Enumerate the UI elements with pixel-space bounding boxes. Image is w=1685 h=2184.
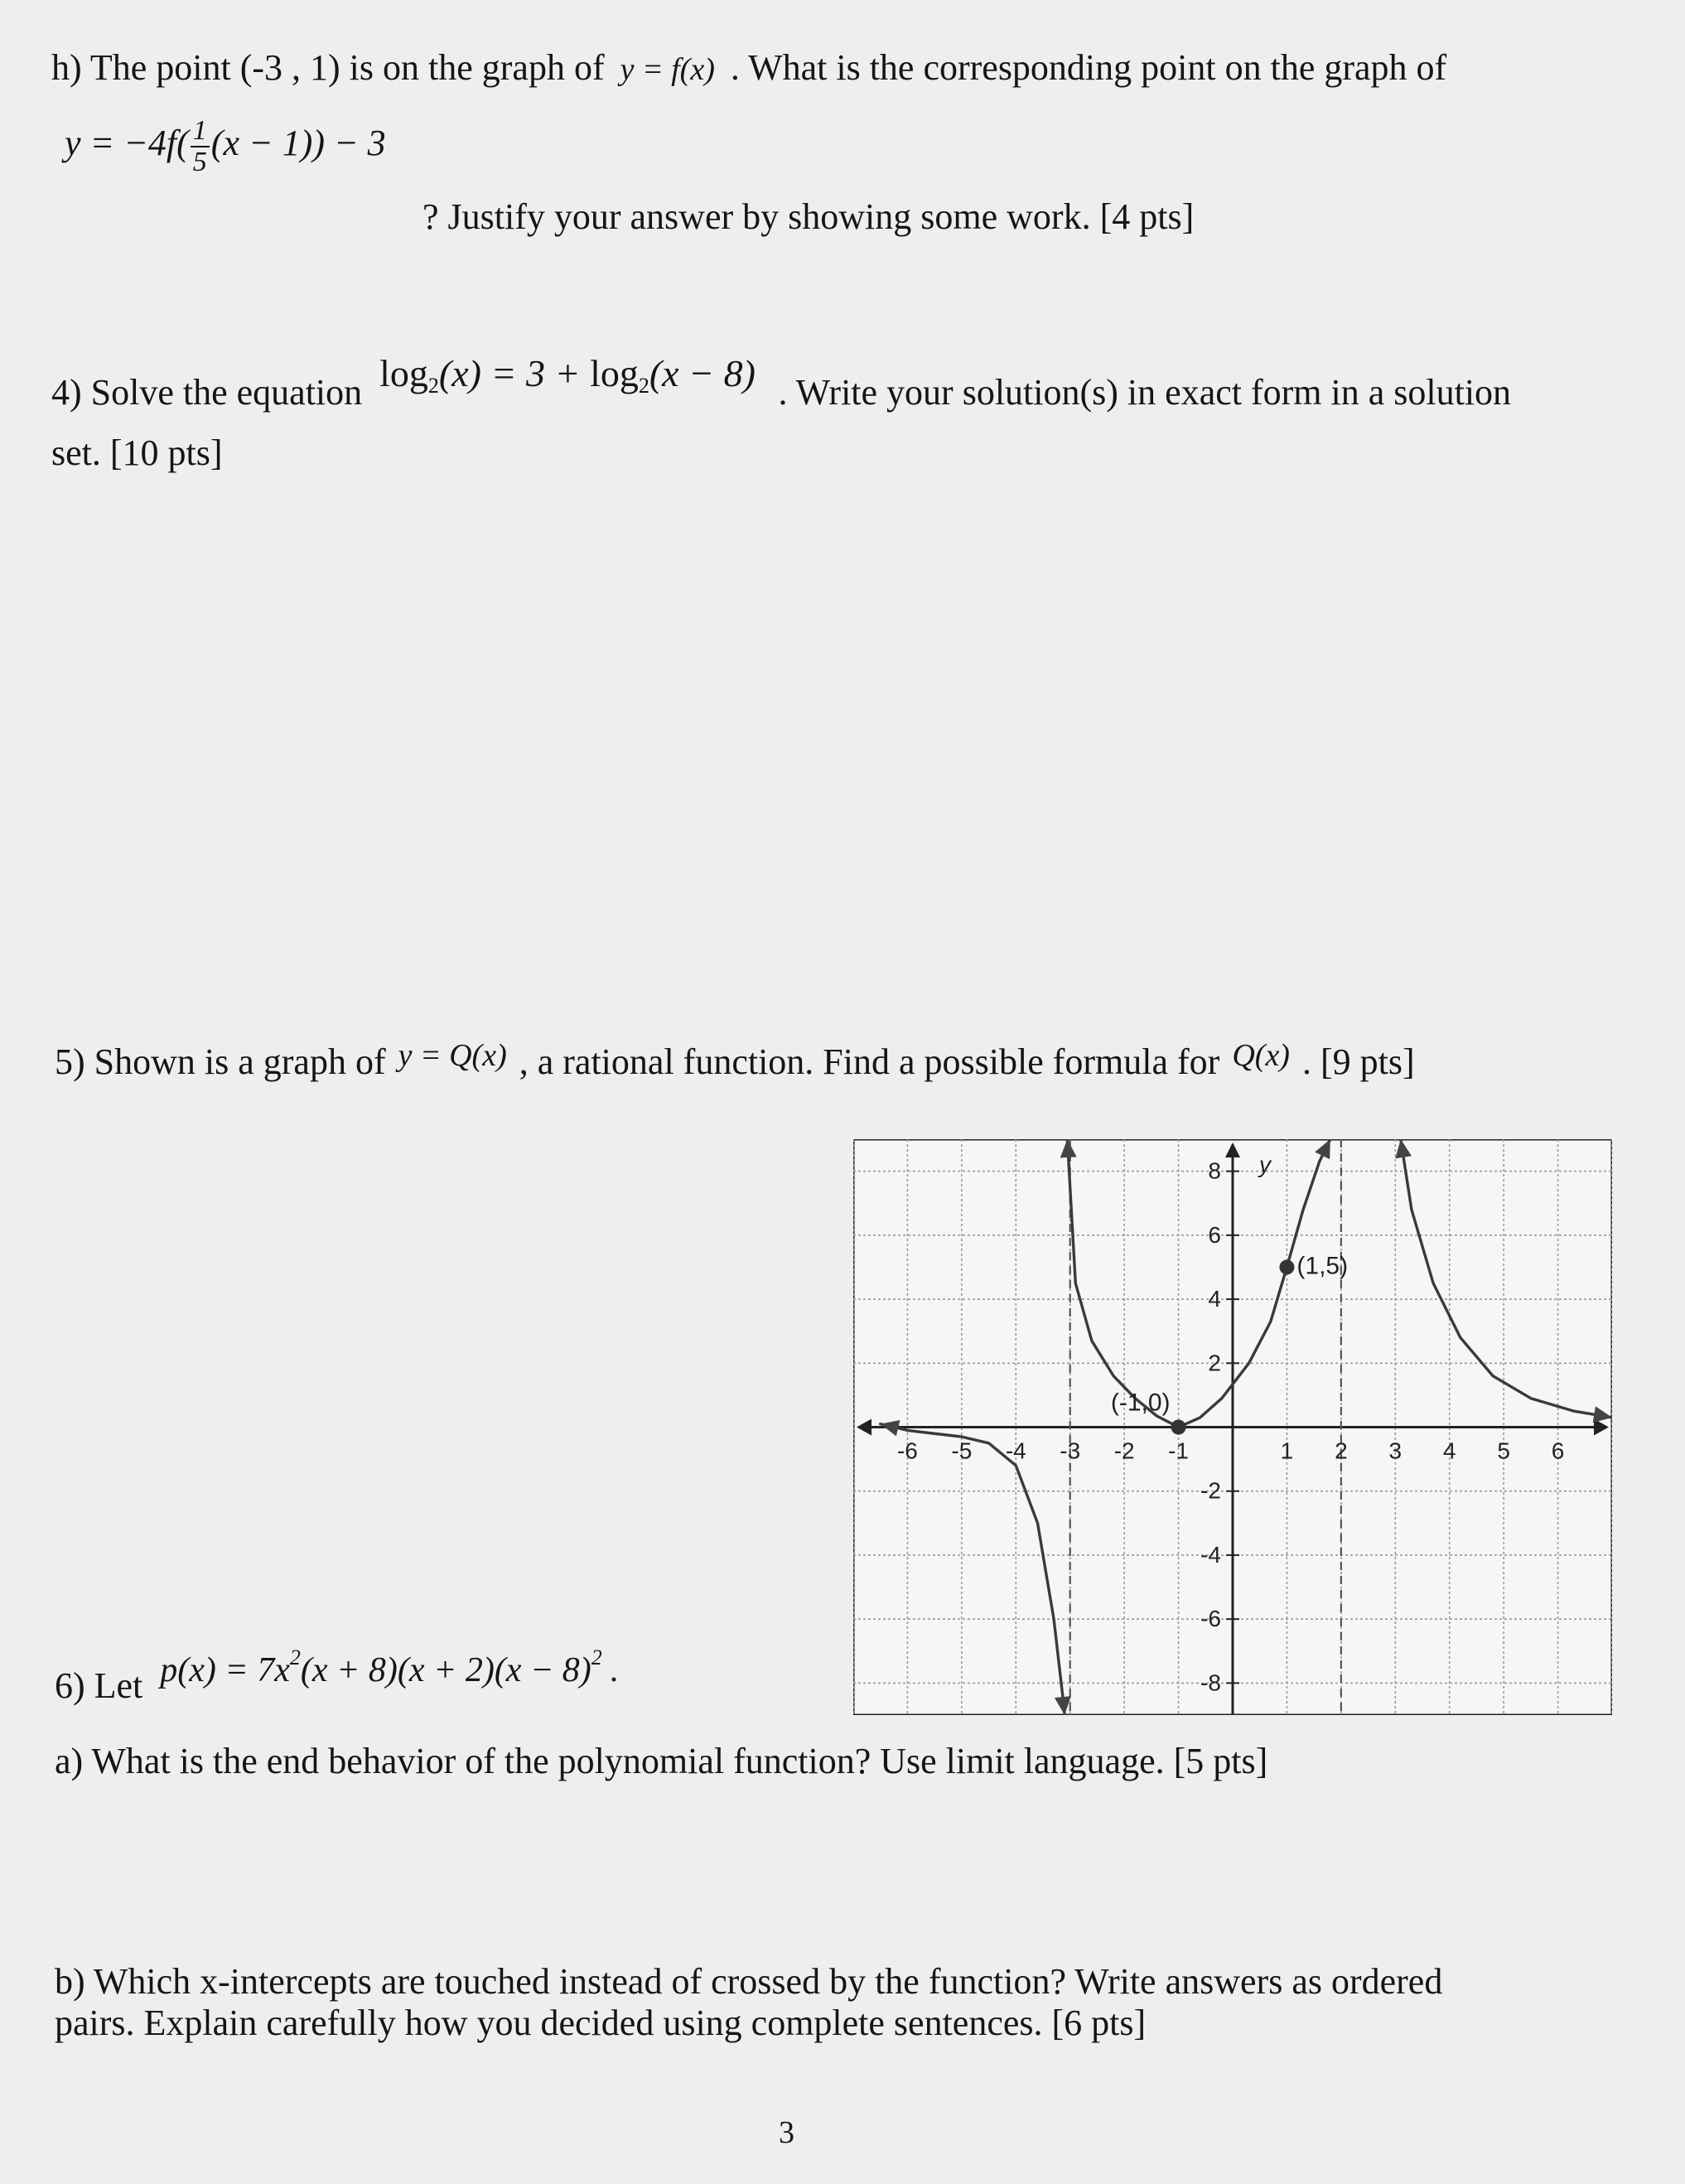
problem-5-math-1: y = Q(x) <box>398 1038 507 1073</box>
x-tick-label: -3 <box>1060 1437 1081 1464</box>
x-tick-label: -6 <box>896 1437 918 1464</box>
problem-6-part-b-line2: pairs. Explain carefully how you decided using complete sentences. [6 pts] <box>55 2003 1147 2043</box>
problem-6-line <box>55 1645 620 1706</box>
x-tick-label: -5 <box>951 1437 973 1464</box>
p-eq-end: . <box>610 1651 620 1689</box>
x-tick-label: 2 <box>1335 1437 1348 1464</box>
log-base-2: 2 <box>638 374 649 398</box>
log-function-1: log <box>379 352 428 394</box>
p-eq-exponent-2: 2 <box>591 1645 602 1669</box>
problem-5-line <box>55 1038 1415 1082</box>
y-tick-label: 8 <box>1208 1157 1221 1184</box>
p-eq-main: p(x) = 7x <box>160 1651 290 1689</box>
y-tick-label: -4 <box>1200 1541 1221 1568</box>
x-tick-label: -4 <box>1005 1437 1026 1464</box>
y-axis-label: y <box>1259 1152 1271 1177</box>
p-eq-mid: (x + 8)(x + 2)(x − 8) <box>300 1651 591 1689</box>
x-tick-label: -1 <box>1168 1437 1190 1464</box>
problem-6-equation <box>160 1645 620 1689</box>
log-function-2: log <box>590 352 639 394</box>
problem-6-part-a: a) What is the end behavior of the polynomial function? Use limit language. [5 pts] <box>55 1741 1268 1781</box>
problem-6-part-b-line1: b) Which x-intercepts are touched instead of crossed by the function? Write answers as ordered <box>55 1961 1443 2002</box>
x-tick-label: 1 <box>1280 1437 1294 1464</box>
log-argument-1: (x) = 3 + <box>438 352 591 394</box>
problem-4-suffix: . Write your solution(s) in exact form in a solution <box>778 372 1512 413</box>
problem-5-suffix: . [9 pts] <box>1301 1041 1415 1082</box>
plotted-point <box>1279 1259 1294 1274</box>
page-number: 3 <box>779 2115 794 2150</box>
problem-h-suffix: . What is the corresponding point on the graph of <box>730 47 1447 88</box>
y-tick-label: 6 <box>1208 1221 1221 1248</box>
p-eq-exponent-1: 2 <box>289 1645 301 1669</box>
problem-h-line1 <box>51 47 1447 88</box>
problem-5-middle: , a rational function. Find a possible formula for <box>519 1041 1220 1082</box>
problem-5-prefix: 5) Shown is a graph of <box>55 1041 386 1082</box>
x-tick-label: -2 <box>1113 1437 1135 1464</box>
x-tick-label: 6 <box>1551 1437 1565 1464</box>
fraction-numerator: 1 <box>191 116 210 147</box>
problem-5-math-2: Q(x) <box>1232 1038 1290 1073</box>
problem-4-line2: set. [10 pts] <box>51 432 223 473</box>
problem-h-eq-lead: y = −4f( <box>65 122 189 163</box>
problem-h-fraction <box>191 116 210 176</box>
x-tick-label: 5 <box>1497 1437 1510 1464</box>
log-argument-2: (x − 8) <box>649 352 756 394</box>
log-base-1: 2 <box>427 374 439 398</box>
problem-4-line1 <box>51 352 1512 415</box>
y-tick-label: -8 <box>1200 1669 1221 1696</box>
problem-h-equation <box>65 116 386 176</box>
problem-h-math: y = f(x) <box>620 52 715 87</box>
rational-function-graph <box>853 1139 1612 1715</box>
problem-h-line3: ? Justify your answer by showing some work. [4 pts] <box>422 196 1195 237</box>
y-tick-label: -6 <box>1200 1606 1221 1632</box>
fraction-denominator: 5 <box>192 146 207 177</box>
y-tick-label: 4 <box>1208 1286 1221 1312</box>
problem-h-prefix: h) The point (-3 , 1) is on the graph of <box>51 47 605 88</box>
plotted-point <box>1171 1420 1186 1435</box>
problem-4-prefix: 4) Solve the equation <box>51 372 363 413</box>
problem-h-eq-tail: (x − 1)) − 3 <box>210 122 386 163</box>
y-tick-label: 2 <box>1208 1350 1221 1376</box>
problem-4-equation <box>379 352 765 398</box>
x-tick-label: 3 <box>1388 1437 1403 1464</box>
point-label: (1,5) <box>1296 1252 1349 1280</box>
problem-6-lead: 6) Let <box>55 1665 143 1706</box>
x-tick-label: 4 <box>1442 1437 1456 1464</box>
point-label: (-1,0) <box>1110 1389 1171 1417</box>
y-tick-label: -2 <box>1200 1477 1221 1504</box>
